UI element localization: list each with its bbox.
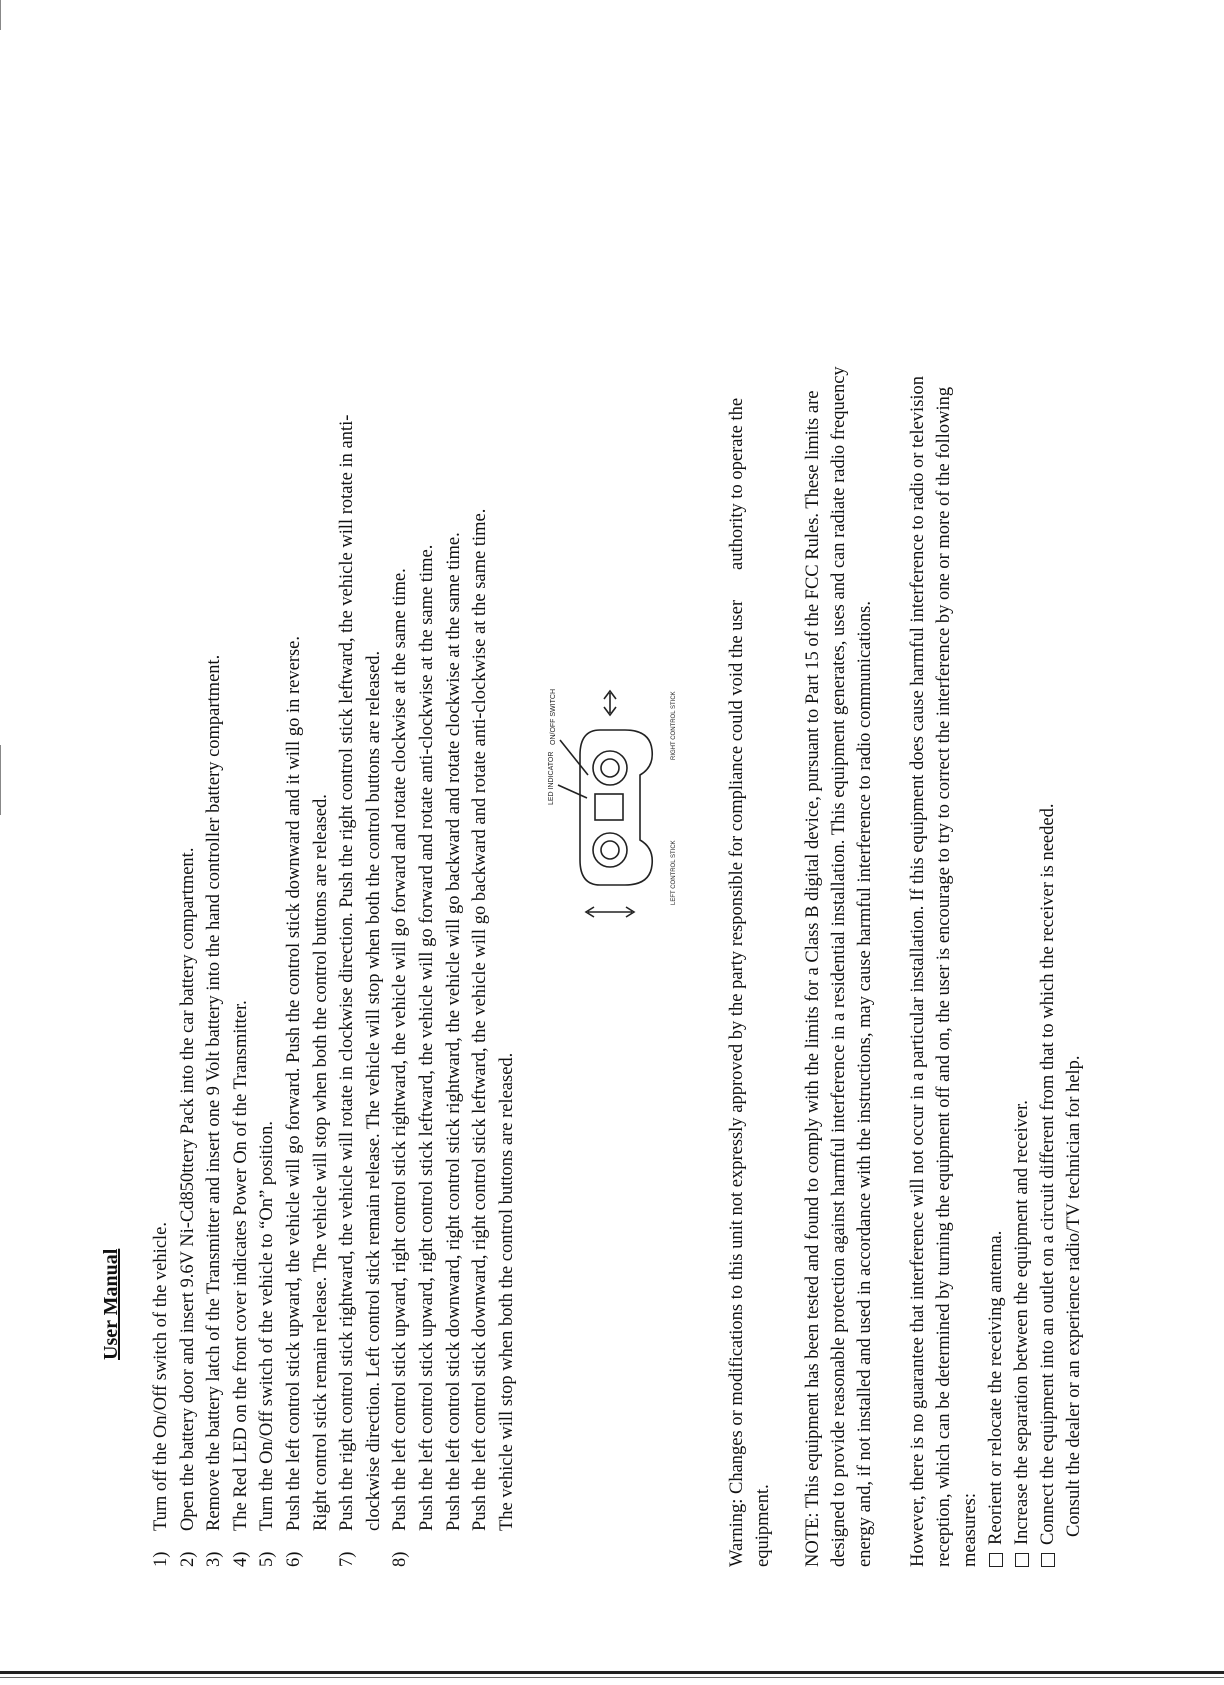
step-number: 5) [257, 1551, 278, 1567]
scan-bottom-rule [0, 1677, 1224, 1678]
step-item [201, 107, 228, 1567]
step-item [281, 107, 334, 1567]
page-title: User Manual [100, 1248, 122, 1360]
right-stick-shape [593, 751, 627, 785]
warning-text: equipment. [753, 1484, 773, 1567]
left-stick-label: LEFT CONTROL STICK [671, 840, 677, 905]
step-text: Turn the On/Off switch of the vehicle to “On” position. [257, 1120, 278, 1531]
step-item [254, 107, 281, 1567]
measure-text: Reorient or relocate the receiving antenna. [986, 1230, 1006, 1545]
instruction-steps [148, 107, 520, 1567]
note-line: designed to provide reasonable protection against harmful interference in a residential installation. This equipment generates, uses and can radiate radio frequency [829, 366, 849, 1567]
measure-item [1009, 804, 1035, 1567]
step-item [175, 107, 202, 1567]
step-text: Right control stick remain release. The vehicle will stop when both the control buttons are released. [310, 794, 331, 1531]
step-number: 7) [337, 1551, 358, 1567]
step-text: Push the left control stick downward, right control stick rightward, the vehicle will go backward and rotate clockwise at the same time. [443, 532, 464, 1531]
led-label: LED INDICATOR [548, 751, 555, 805]
step-text: Remove the battery latch of the Transmitter and insert one 9 Volt battery into the hand controller battery compartment. [204, 654, 225, 1531]
left-stick-shape [593, 833, 627, 867]
however-line: However, there is no guarantee that interference will not occur in a particular installation. If this equipment does cause harmful interference to radio or television [908, 375, 928, 1567]
step-item [387, 107, 520, 1567]
step-text: Push the left control stick upward, the vehicle will go forward. Push the control stick downward and it will go in reverse. [283, 635, 304, 1531]
note-line: energy and, if not installed and used in accordance with the instructions, may cause harmful interference to radio communications. [855, 601, 875, 1567]
scan-edge-mark [0, 0, 1, 30]
measure-text: Consult the dealer or an experience radio/TV technician for help. [1064, 1055, 1084, 1537]
scan-bottom-rule [0, 1671, 1224, 1674]
step-text: Turn off the On/Off switch of the vehicle. [151, 1222, 171, 1531]
step-item [334, 107, 387, 1567]
step-number: 6) [283, 1551, 304, 1567]
measures-list [983, 804, 1087, 1567]
warning-paragraph [724, 67, 776, 1567]
step-text: clockwise direction. Left control stick remain release. The vehicle will stop when both the control buttons are released. [363, 650, 384, 1531]
step-number: 3) [204, 1551, 225, 1567]
step-number: 8) [390, 1551, 411, 1567]
checkbox-square-icon [989, 1553, 1003, 1567]
right-stick-label: RIGHT CONTROL STICK [671, 691, 677, 760]
measure-item [983, 804, 1009, 1567]
warning-text: Warning: Changes or modifications to this unit not expressly approved by the party responsible for compliance could void the user [727, 600, 747, 1567]
measure-text: Increase the separation between the equipment and receiver. [1012, 1100, 1032, 1545]
step-text: The vehicle will stop when both the control buttons are released. [496, 1052, 517, 1531]
step-number: 1) [151, 1551, 171, 1567]
warning-text: authority to operate the [727, 397, 747, 571]
onoff-label: ON/OFF SWITCH [550, 689, 557, 745]
rotated-page [0, 65, 1224, 1685]
right-arrow [604, 691, 616, 715]
fcc-note-paragraph [800, 67, 878, 1567]
step-text: Push the left control stick upward, right control stick leftward, the vehicle will go forward and rotate anti-clockwise at the same time. [416, 544, 437, 1531]
measure-item [1035, 804, 1061, 1567]
step-number: 4) [230, 1551, 251, 1567]
measure-text: Connect the equipment into an outlet on a circuit different from that to which the receiver is needed. [1038, 803, 1058, 1545]
controller-diagram [540, 665, 690, 945]
step-item [228, 107, 255, 1567]
step-item [148, 107, 175, 1567]
step-text: Push the left control stick downward, right control stick leftward, the vehicle will go backward and rotate anti-clockwise at the same time. [470, 508, 491, 1531]
step-text: Push the left control stick upward, right control stick rightward, the vehicle will go forward and rotate clockwise at the same time. [390, 568, 411, 1531]
however-line: reception, which can be determined by turning the equipment off and on, the user is encourage to try to correct the interference by one or more of the following [934, 386, 954, 1567]
controller-body [580, 730, 652, 885]
however-line: measures: [960, 1493, 980, 1567]
step-text: The Red LED on the front cover indicates Power On of the Transmitter. [230, 1000, 251, 1531]
step-number: 2) [177, 1551, 198, 1567]
step-text: Push the right control stick rightward, the vehicle will rotate in clockwise direction. Push the right control stick leftward, the vehicle will rotate in anti- [337, 414, 358, 1531]
step-text: Open the battery door and insert 9.6V Ni-Cd850ttery Pack into the car battery compartment. [177, 847, 198, 1531]
note-line: NOTE: This equipment has been tested and found to comply with the limits for a Class B digital device, pursuant to Part 15 of the FCC Rules. These limits are [803, 390, 823, 1567]
left-arrow [586, 907, 634, 917]
checkbox-square-icon [1015, 1553, 1029, 1567]
interference-paragraph [905, 67, 983, 1567]
checkbox-square-icon [1041, 1553, 1055, 1567]
